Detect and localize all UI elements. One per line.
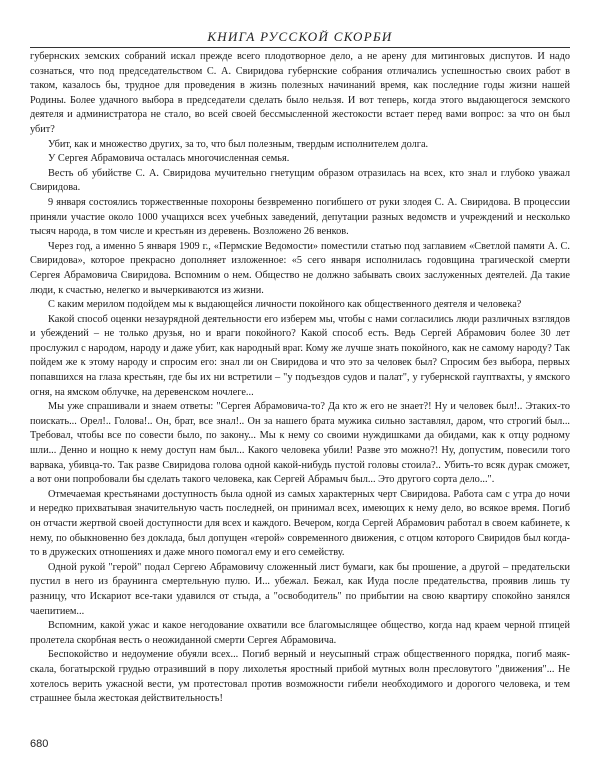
paragraph: У Сергея Абрамовича осталась многочисленная семья.	[48, 153, 290, 165]
page-number: 680	[30, 738, 49, 750]
paragraph: Весть об убийстве С. А. Свиридова мучительно гнетущим образом отразилась на всех, кто знал и глубоко уважал Свиридова.	[30, 167, 570, 194]
paragraph: губернских земских собраний искал прежде всего плодотворное дело, а не арену для митинговых диспутов. И надо сознаться, что под председательством С. А. Свиридова губернские собрания отличались успешностью своих работ в таком, казалось бы, трудное для проведения в жизнь полезных начинаний время, как последние годы жизни нашей Родины. Более удачного выбора в председатели сделать было нельзя. И вот теперь, когда этого выдающегося земского деятеля и администратора не стало, во всей своей бессмысленной жестокости встает перед вами вопрос: за что он был убит?	[30, 51, 570, 135]
paragraph: Вспомним, какой ужас и какое негодование охватили все благомыслящее общество, когда над краем черной птицей пролетела скорбная весть о неожиданной смерти Сергея Абрамовича.	[30, 620, 570, 646]
paragraph: 9 января состоялись торжественные похороны безвременно погибшего от руки злодея С. А. Свиридова. В процессии приняли участие около 1000 учащихся всех учебных заведений, депутации разных ведомств и учреждений и несколько тысяч народа, в том числе и крестьян из деревень. Возложено 26 венков.	[30, 196, 570, 238]
paragraph: Какой способ оценки незаурядной деятельности его изберем мы, чтобы с нами согласились люди различных взглядов и убеждений – не только друзья, но и враги покойного? Какой способ есть. Ведь Сергей Абрамович более 30 лет прослужил с народом, народу и даже убит, как народный враг. Кому же лучше знать покойного, как не самому народу? Так пойдем же к этому народу и спросим его: знал ли он Свиридова и что это за человек был? Спросим без выбора, первых попавшихся на глаза крестьян, где бы их ни встретили – "у подъездов судов и палат", у губернской гауптвахты, у ямского огня, на ямском облучке, на деревенском ночлеге...	[30, 313, 570, 398]
paragraph: Убит, как и множество других, за то, что был полезным, твердым исполнителем долга.	[48, 138, 429, 150]
running-header: КНИГА РУССКОЙ СКОРБИ	[207, 29, 393, 44]
paragraph: С каким мерилом подойдем мы к выдающейся личности покойного как общественного деятеля и человека?	[48, 299, 522, 311]
paragraph: Отмечаемая крестьянами доступность была одной из самых характерных черт Свиридова. Работа сам с утра до ночи и нередко прихватывая значительную часть последней, он принимал всех, имеющих к нему дело, во всякое время. Погиб он отчасти жертвой своей доступности для всех и каждого. Вечером, когда Сергей Абрамович работал в своем кабинете, к нему, по обыкновенно без доклада, был допущен «герой» современного движения, с отцом которого Свиридов был когда-то в дружеских отношениях и даже много помогал ему и его семейству.	[30, 488, 570, 559]
paragraph: Одной рукой "герой" подал Сергею Абрамовичу сложенный лист бумаги, как бы прошение, а другой – предательски пустил в него из браунинга смертельную пулю. И... убежал. Бежал, как Иуда после предательства, проявив лишь ту разницу, что Искариот все-таки удавился от стыда, а "освободитель" по прибытии на свою квартиру спокойно занялся чаепитием...	[30, 561, 570, 617]
main-text	[30, 50, 570, 707]
header-rule	[30, 47, 570, 48]
paragraph: Через год, а именно 5 января 1909 г., «Пермские Ведомости» поместили статью под заглавием «Светлой памяти А. С. Свиридова», которое прекрасно дополняет изложенное: «5 сего января исполнилась годовщина трагической смерти Сергея Абрамовича Свиридова. Вспомним о нем. Общество не должно забывать своих заслуженных деятелей. Да такие люди, к счастью, нелегко и вычеркиваются из жизни.	[30, 240, 570, 296]
paragraph: Беспокойство и недоумение обуяли всех... Погиб верный и неусыпный страж общественного порядка, погиб маяк-скала, богатырской грудью отразивший в пору лихолетья яростный прибой мутных волн пресловутого "движения"... Не хотелось верить ужасной вести, ум протестовал против возможности гибели необходимого и дорогого человека, и тем страшнее была жестокая действительность!	[30, 649, 570, 705]
paragraph: Мы уже спрашивали и знаем ответы: "Сергея Абрамовича-то? Да кто ж его не знает?! Ну и человек был!.. Этаких-то поискать... Орел!.. Голова!.. Он, брат, все знал!.. Он за нашего брата мужика сильно заставлял, даром, что строгий был... Требовал, чтобы все по совести было, по закону... Мы к нему со своими нуждишками да обидами, как к отцу родному шли... Денно и нощно к нему доступ нам был... Какого человека убили! Разве это можно?! Ну, допустим, повесили того варвака, убивца-то. Так разве Свиридова голова одной какой-нибудь пустой головы стоила?.. Убить-то всяк дурак сможет, а вот они попробовали бы сделать такого человека, как Сергей Абрамыч был... Это другого сорта дело...".	[30, 401, 570, 486]
